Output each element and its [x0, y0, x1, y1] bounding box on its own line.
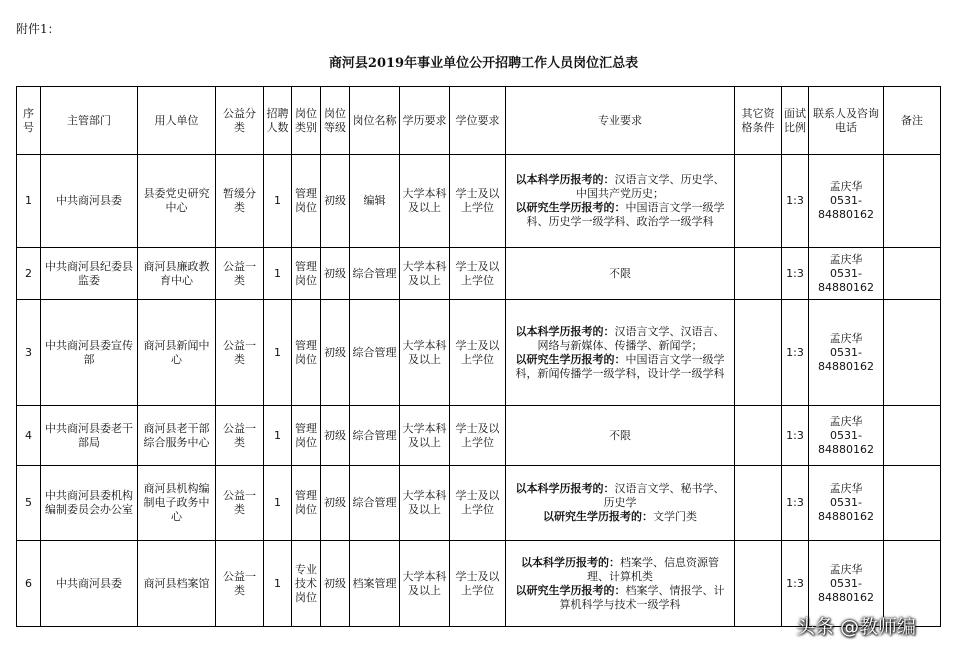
cell-unit: 县委党史研究中心 [138, 155, 216, 248]
cell-contact [809, 466, 884, 541]
cell-major-requirements [506, 155, 735, 248]
cell-count: 1 [264, 248, 292, 300]
cell-position: 综合管理 [350, 248, 400, 300]
cell-position: 综合管理 [350, 466, 400, 541]
watermark: 头条 @教师编 [796, 616, 917, 638]
req-master-label: 以研究生学历报考的： [515, 201, 626, 214]
cell-education: 大学本科及以上 [400, 155, 450, 248]
cell-category: 公益一类 [216, 406, 264, 466]
cell-level: 初级 [321, 248, 350, 300]
contact-phone-number: 84880162 [818, 442, 874, 456]
cell-contact [809, 155, 884, 248]
cell-unit: 商河县机构编制电子政务中心 [138, 466, 216, 541]
cell-education: 大学本科及以上 [400, 248, 450, 300]
cell-degree: 学士及以上学位 [450, 466, 506, 541]
page-title: 商河县2019年事业单位公开招聘工作人员岗位汇总表 [328, 56, 639, 71]
cell-degree: 学士及以上学位 [450, 155, 506, 248]
contact-phone-prefix: 0531- [830, 428, 862, 442]
cell-type: 管理岗位 [292, 248, 321, 300]
contact-phone-number: 84880162 [818, 280, 874, 294]
cell-unit: 商河县老干部综合服务中心 [138, 406, 216, 466]
req-bachelor-label: 以本科学历报考的： [515, 482, 615, 495]
cell-contact [809, 300, 884, 406]
cell-degree: 学士及以上学位 [450, 248, 506, 300]
cell-education: 大学本科及以上 [400, 541, 450, 627]
contact-phone-prefix: 0531- [830, 496, 862, 509]
col-header: 岗位类别 [292, 87, 321, 155]
req-master-text: 中国语言文学一级学科，新闻传播学一级学科，设计学一级学科 [515, 352, 725, 380]
cell-category: 公益一类 [216, 248, 264, 300]
col-header: 岗位等级 [321, 87, 350, 155]
cell-dept: 中共商河县委 [41, 541, 138, 627]
req-bachelor-label: 以本科学历报考的： [521, 555, 620, 569]
table-row [17, 155, 941, 248]
col-header: 岗位名称 [350, 87, 400, 155]
cell-position: 综合管理 [350, 300, 400, 406]
positions-table [16, 86, 941, 627]
cell-ratio: 1:3 [782, 541, 809, 627]
cell-ratio: 1:3 [782, 466, 809, 541]
req-bachelor-label: 以本科学历报考的： [515, 324, 615, 338]
cell-no: 4 [17, 406, 41, 466]
cell-contact [809, 406, 884, 466]
cell-other [735, 300, 782, 406]
cell-position: 档案管理 [350, 541, 400, 627]
cell-type: 管理岗位 [292, 466, 321, 541]
cell-ratio: 1:3 [782, 155, 809, 248]
cell-category: 公益一类 [216, 466, 264, 541]
cell-major-requirements [506, 466, 735, 541]
table-row [17, 300, 941, 406]
contact-phone-number: 84880162 [818, 590, 874, 604]
cell-note [884, 406, 941, 466]
cell-dept: 中共商河县委 [41, 155, 138, 248]
cell-ratio: 1:3 [782, 300, 809, 406]
cell-unit: 商河县廉政教育中心 [138, 248, 216, 300]
cell-other [735, 541, 782, 627]
contact-name: 孟庆华 [829, 180, 863, 193]
cell-ratio: 1:3 [782, 406, 809, 466]
req-bachelor-text: 汉语言文学、历史学、中国共产党历史； [576, 173, 725, 200]
req-master-label: 以研究生学历报考的： [515, 352, 626, 366]
req-bachelor-text: 汉语言文学、汉语言、网络与新媒体、传播学、新闻学； [537, 324, 725, 352]
table-row [17, 248, 941, 300]
cell-other [735, 155, 782, 248]
contact-phone-number: 84880162 [818, 510, 874, 523]
cell-no: 1 [17, 155, 41, 248]
cell-unit: 商河县档案馆 [138, 541, 216, 627]
cell-category: 公益一类 [216, 300, 264, 406]
cell-level: 初级 [321, 300, 350, 406]
col-header: 主管部门 [41, 87, 138, 155]
contact-phone-prefix: 0531- [830, 345, 862, 359]
cell-dept: 中共商河县委老干部局 [41, 406, 138, 466]
req-master-label: 以研究生学历报考的： [515, 583, 626, 597]
cell-no: 5 [17, 466, 41, 541]
cell-degree: 学士及以上学位 [450, 300, 506, 406]
contact-phone-prefix: 0531- [830, 194, 862, 207]
col-header: 联系人及咨询电话 [809, 87, 884, 155]
cell-other [735, 466, 782, 541]
cell-major-requirements [506, 541, 735, 627]
cell-count: 1 [264, 300, 292, 406]
cell-note [884, 300, 941, 406]
contact-phone-number: 84880162 [818, 359, 874, 373]
cell-major-requirements: 不限 [506, 406, 735, 466]
cell-major-requirements: 不限 [506, 248, 735, 300]
cell-level: 初级 [321, 406, 350, 466]
cell-dept: 中共商河县委宣传部 [41, 300, 138, 406]
cell-no: 2 [17, 248, 41, 300]
cell-note [884, 248, 941, 300]
req-bachelor-label: 以本科学历报考的： [515, 173, 615, 186]
contact-phone-prefix: 0531- [830, 266, 862, 280]
req-bachelor-text: 档案学、信息资源管理、计算机类 [587, 555, 719, 583]
cell-level: 初级 [321, 466, 350, 541]
col-header: 其它资格条件 [735, 87, 782, 155]
col-header: 用人单位 [138, 87, 216, 155]
cell-type: 管理岗位 [292, 300, 321, 406]
cell-no: 6 [17, 541, 41, 627]
contact-name: 孟庆华 [829, 482, 863, 495]
req-master-label: 以研究生学历报考的： [543, 510, 653, 523]
header-row [17, 87, 941, 155]
contact-name: 孟庆华 [829, 414, 863, 428]
cell-note [884, 155, 941, 248]
col-header: 面试比例 [782, 87, 809, 155]
cell-count: 1 [264, 541, 292, 627]
cell-position: 综合管理 [350, 406, 400, 466]
cell-ratio: 1:3 [782, 248, 809, 300]
cell-category: 暂缓分类 [216, 155, 264, 248]
req-master-text: 档案学、情报学、计算机科学与技术一级学科 [559, 583, 725, 611]
req-master-text: 文学门类 [653, 510, 697, 523]
cell-count: 1 [264, 466, 292, 541]
contact-phone-prefix: 0531- [830, 576, 862, 590]
contact-phone-number: 84880162 [818, 208, 874, 221]
cell-dept: 中共商河县纪委县监委 [41, 248, 138, 300]
cell-unit: 商河县新闻中心 [138, 300, 216, 406]
col-header: 招聘人数 [264, 87, 292, 155]
contact-name: 孟庆华 [829, 562, 863, 576]
col-header: 学历要求 [400, 87, 450, 155]
cell-major-requirements [506, 300, 735, 406]
cell-type: 管理岗位 [292, 406, 321, 466]
cell-education: 大学本科及以上 [400, 300, 450, 406]
req-bachelor-text: 汉语言文学、秘书学、历史学 [603, 482, 725, 509]
cell-no: 3 [17, 300, 41, 406]
col-header: 学位要求 [450, 87, 506, 155]
col-header: 公益分类 [216, 87, 264, 155]
cell-category: 公益一类 [216, 541, 264, 627]
cell-other [735, 248, 782, 300]
cell-position: 编辑 [350, 155, 400, 248]
cell-other [735, 406, 782, 466]
table-row [17, 466, 941, 541]
cell-education: 大学本科及以上 [400, 406, 450, 466]
req-master-text: 中国语言文学一级学科、历史学一级学科、政治学一级学科 [526, 201, 725, 228]
table-row [17, 406, 941, 466]
cell-type: 管理岗位 [292, 155, 321, 248]
cell-education: 大学本科及以上 [400, 466, 450, 541]
col-header: 备注 [884, 87, 941, 155]
cell-level: 初级 [321, 541, 350, 627]
cell-count: 1 [264, 155, 292, 248]
cell-count: 1 [264, 406, 292, 466]
contact-name: 孟庆华 [829, 252, 863, 266]
cell-level: 初级 [321, 155, 350, 248]
cell-note [884, 466, 941, 541]
cell-degree: 学士及以上学位 [450, 406, 506, 466]
contact-name: 孟庆华 [829, 331, 863, 345]
cell-degree: 学士及以上学位 [450, 541, 506, 627]
attachment-label: 附件1： [16, 22, 60, 36]
cell-type: 专业技术岗位 [292, 541, 321, 627]
cell-dept: 中共商河县委机构编制委员会办公室 [41, 466, 138, 541]
col-header: 专业要求 [506, 87, 735, 155]
cell-contact [809, 248, 884, 300]
col-header: 序号 [17, 87, 41, 155]
